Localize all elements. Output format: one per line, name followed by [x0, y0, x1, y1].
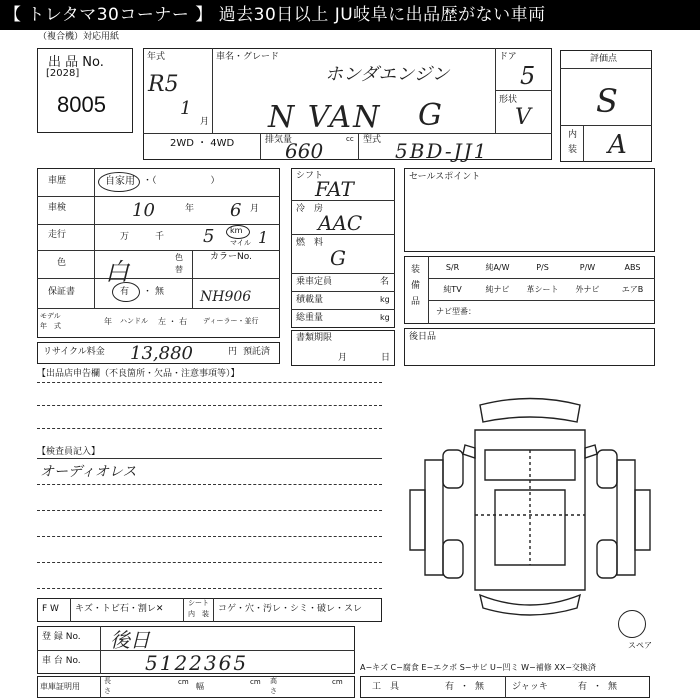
- color-value: 白: [105, 258, 129, 286]
- year-value: R5: [148, 72, 179, 97]
- registration-value: 後日: [110, 628, 150, 652]
- equipment-item: ABS: [624, 263, 641, 272]
- capacity-label: 乗車定員: [296, 277, 333, 287]
- equipment-item: エアB: [621, 285, 644, 294]
- equipment-item: S/R: [445, 263, 460, 272]
- warranty-yes: 有: [120, 287, 130, 297]
- weight-label: 総重量: [296, 313, 324, 323]
- recycle-deposit: 預託済: [243, 347, 271, 357]
- displacement-unit: cc: [346, 135, 354, 143]
- cert-cm-1: cm: [178, 678, 189, 686]
- interior-label-2: 装: [568, 145, 578, 155]
- later-date-label: 後日品: [409, 332, 437, 342]
- color-no-label: カラーNo.: [210, 252, 252, 262]
- drive-label: 2WD ・ 4WD: [170, 138, 235, 149]
- interior-score: A: [608, 130, 627, 160]
- fw-label: F W: [42, 604, 59, 614]
- recycle-unit: 円: [228, 347, 238, 357]
- mileage-unit-km: km: [230, 226, 243, 235]
- history-value: 自家用: [105, 176, 135, 187]
- doc-deadline-month: 月: [338, 353, 348, 363]
- seat-label-1: シート: [188, 599, 209, 607]
- damage-code-legend: A−キズ C−腐食 E−エクボ S−サビ U−凹ミ W−補修 XX−交換済: [360, 663, 596, 672]
- model-year-dealer: ディーラー・並行: [203, 317, 259, 325]
- tools-no: 無: [475, 682, 485, 692]
- doc-deadline-label: 書類期限: [296, 333, 333, 343]
- inspection-year-unit: 年: [185, 204, 195, 214]
- model-name: N VAN: [268, 100, 382, 135]
- cert-width: 幅: [196, 682, 204, 691]
- mileage-unit-mile: マイル: [230, 239, 251, 247]
- equipment-label-2: 備: [411, 281, 421, 291]
- mileage-man: 万: [120, 232, 130, 242]
- inspector-label: 【検査員記入】: [37, 447, 101, 457]
- model-year-label-1: モデル: [40, 312, 61, 320]
- shift-label: シフト: [296, 171, 324, 181]
- doors-label: ドア: [499, 52, 517, 62]
- jack-no: 無: [608, 682, 618, 692]
- seat-label-2: 内 装: [188, 610, 209, 618]
- cert-cm-2: cm: [250, 678, 261, 686]
- model-year-year: 年: [104, 317, 112, 326]
- model-grade: G: [418, 98, 442, 133]
- load-label: 積載量: [296, 295, 324, 305]
- jack-yes: 有: [578, 682, 588, 692]
- mileage-value: 5: [203, 226, 215, 247]
- doc-deadline-day: 日: [381, 353, 391, 363]
- equipment-label-1: 装: [411, 265, 421, 275]
- equipment-item: 外ナビ: [575, 285, 600, 294]
- tools-yes: 有: [445, 682, 455, 692]
- body-shape-label: 形状: [499, 95, 518, 105]
- page-banner: 【 トレタマ30コーナー 】 過去30日以上 JU岐阜に出品歴がない車両: [0, 0, 700, 30]
- lot-number: 8005: [57, 92, 106, 117]
- fw-legend: キズ・トビ石・割レ✕: [75, 604, 164, 614]
- body-shape-value: V: [515, 105, 531, 130]
- color-label: 色: [57, 258, 67, 268]
- recycle-label: リサイクル料金: [43, 347, 105, 357]
- lot-label: 出 品 No.: [48, 55, 104, 70]
- capacity-unit: 名: [380, 277, 390, 287]
- cert-height-2: さ: [270, 687, 277, 695]
- certificate-label: 車庫証明用: [40, 682, 80, 691]
- displacement-label: 排気量: [265, 135, 293, 145]
- color-no: NH906: [200, 289, 252, 305]
- inspection-month: 6: [230, 200, 242, 221]
- maker-name: ホンダエンジン: [325, 64, 450, 85]
- inspection-label: 車検: [48, 203, 67, 213]
- color-change-label-2: 替: [175, 265, 183, 274]
- inspection-year: 10: [132, 200, 155, 221]
- rating-label: 評価点: [590, 54, 618, 64]
- sheet-subheader: （複合機）対応用紙: [38, 32, 120, 42]
- cert-len-2: さ: [104, 687, 111, 695]
- spare-label: スペア: [628, 641, 652, 650]
- model-year-handle: ハンドル: [120, 317, 148, 325]
- registration-label: 登 録 No.: [42, 632, 81, 642]
- fuel-label: 燃 料: [296, 238, 324, 248]
- load-unit: kg: [380, 295, 390, 304]
- car-damage-diagram: [405, 390, 655, 625]
- doors-value: 5: [520, 62, 536, 90]
- inspection-month-unit: 月: [250, 204, 260, 214]
- jack-label: ジャッキ: [512, 682, 548, 692]
- chassis-label: 車 台 No.: [42, 656, 81, 666]
- mileage-extra: 1: [258, 228, 269, 247]
- model-code-value: 5BD-JJ1: [395, 139, 489, 163]
- equipment-item: 純ナビ: [485, 285, 510, 294]
- shift-value: FAT: [315, 177, 354, 201]
- year-month-unit: 月: [200, 117, 210, 127]
- equipment-item: 純A/W: [485, 263, 510, 272]
- seat-legend: コゲ・穴・汚レ・シミ・破レ・スレ: [218, 604, 363, 614]
- history-label: 車歴: [48, 176, 67, 186]
- model-year-label-2: 年 式: [40, 322, 61, 330]
- model-name-label: 車名・グレード: [216, 52, 280, 62]
- model-year-left-right: 左 ・ 右: [158, 317, 188, 326]
- interior-label-1: 内: [568, 130, 578, 140]
- equipment-item: P/S: [536, 263, 549, 272]
- model-code-label: 型式: [363, 135, 382, 145]
- rating-score: S: [596, 82, 618, 120]
- equipment-item: 革シート: [526, 285, 559, 294]
- equipment-item: 純TV: [443, 285, 462, 294]
- history-rest: ・（ ）: [143, 176, 220, 186]
- weight-unit: kg: [380, 313, 390, 322]
- cert-cm-3: cm: [332, 678, 343, 686]
- spare-tire-icon: [618, 610, 646, 638]
- fuel-value: G: [330, 246, 346, 270]
- chassis-value: 5122365: [145, 651, 249, 675]
- warranty-label: 保証書: [48, 287, 76, 297]
- equipment-label-3: 品: [411, 297, 421, 307]
- aircon-value: AAC: [318, 211, 363, 235]
- year-month: 1: [180, 98, 192, 119]
- mileage-label: 走行: [48, 230, 67, 240]
- recycle-value: 13,880: [130, 343, 193, 364]
- mileage-sen: 千: [155, 232, 165, 242]
- cert-height-1: 高: [270, 677, 277, 685]
- color-change-label-1: 色: [175, 253, 183, 262]
- aircon-label: 冷 房: [296, 204, 324, 214]
- year-label: 年式: [147, 52, 166, 62]
- inspector-note: オーディオレス: [40, 464, 137, 480]
- cert-len-1: 長: [104, 677, 111, 685]
- tools-label: 工 具: [372, 682, 400, 692]
- sales-point-label: セールスポイント: [409, 172, 481, 182]
- displacement-value: 660: [285, 139, 324, 163]
- equipment-item: P/W: [579, 263, 596, 272]
- lot-year-tag: [2028]: [46, 68, 80, 79]
- navi-type: ナビ型番：: [436, 307, 476, 316]
- notice-header: 【出品店申告欄（不良箇所・欠品・注意事項等）】: [37, 369, 240, 379]
- later-date-box: [404, 328, 655, 366]
- warranty-no: 無: [155, 287, 165, 297]
